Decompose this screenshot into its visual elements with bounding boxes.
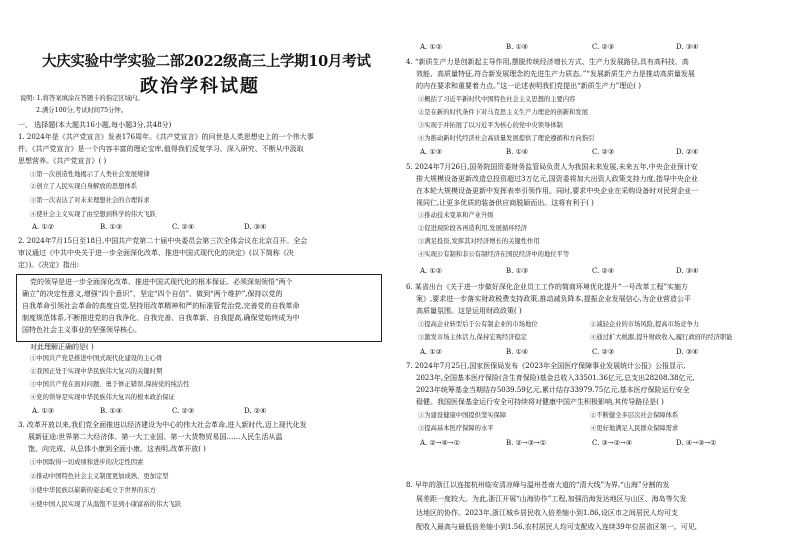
q2-choice-b: B. ①④ (100, 407, 123, 415)
q6-choice-c: C. ②③ (592, 348, 615, 356)
q3-choice-c: C. ②③ (592, 43, 615, 51)
q2-option: ③中国共产党在面对问题、勇于修正错误,保持党的纯洁性 (30, 381, 190, 388)
q8-line: 配收入最高与最低倍差缩小到1.56,农村居民人均可支配收入连续39年位居省区第一。可见, (416, 523, 697, 531)
q4-choice-a: A. ①③ (420, 148, 443, 156)
q6-choice-b: B. ①④ (506, 348, 529, 356)
q1-choice-d: D. ③④ (244, 223, 267, 231)
q7-choice-b: B. ②→③→① (506, 439, 547, 447)
q2-choice-d: D. ②④ (244, 407, 267, 415)
q4-line: 的内在要求和重要着力点。”这一论述表明我们党提出“新质生产力”理论( ) (416, 82, 641, 90)
q4-option: ④为推动新时代经济社会高质量发展提供了理论遵循和方向指引 (418, 135, 595, 142)
q4-option: ②是在新的时代条件下对马克思主义生产力理论的创新和发展 (418, 109, 589, 116)
q2-choice-c: C. ②③ (172, 407, 195, 415)
q5-line: 视同仁,让更多优质的装备供应商脱颖而出。这将有利于( ) (416, 199, 594, 207)
q2-line: 审议通过《中共中央关于进一步全面深化改革、推进中国式现代化的决定》(以下简称《决 (18, 249, 294, 257)
instructions-label: 说明: (20, 95, 35, 102)
q7-option: ①为建设健康中国提供坚实保障 (418, 412, 507, 419)
q1-option: ④使社会主义实现了由空想到科学的伟大飞跃 (30, 211, 156, 218)
q1-choice-c: C. ②④ (172, 223, 195, 231)
school-title: 大庆实验中学实验二部2022级高三上学期10月考试 (42, 53, 371, 70)
quote-line: 制度规范体系,不断推进党的自我净化、自我完善、自我革新、自我提高,确保党始终成为中 (22, 314, 300, 322)
q1-line: 件。《共产党宣言》是一个内容丰富的理论宝库,值得我们反复学习、深入研究、不断从中汲取 (18, 145, 304, 153)
quote-line: 自我革命引领社会革命的高度自觉,坚持用改革精神和严的标准管党治党,完善党的自我革命 (22, 302, 300, 310)
q2-choice-a: A. ①③ (32, 407, 55, 415)
q2-option: ①中国共产党是推进中国式现代化建设的主心骨 (30, 355, 163, 362)
q5-choice-a: A. ①② (420, 267, 443, 275)
q3-line: 饱、向完成、从总体小康到全面小康。这表明,改革开放( ) (28, 445, 206, 453)
q7-option: ②不断健全多层次社会保障体系 (590, 412, 679, 419)
q7-option: ④更好地满足人民群众保障需求 (590, 425, 679, 432)
q7-choice-a: A. ②→④→① (420, 439, 461, 447)
instructions (20, 94, 144, 104)
q6-option: ③激发市场主体活力,保持宏观经济稳定 (418, 334, 528, 341)
q5-option: ②促进现阶段各再造利用,发展循环经济 (418, 225, 528, 232)
q3-choice-a: A. ①② (420, 43, 443, 51)
q7-choice-d: D. ④→③→① (676, 439, 717, 447)
q4-line: 效能、高质量特征,符合新发展理念的先进生产力质态。”“发展新质生产力是推动高质量发展 (416, 70, 695, 78)
q5-choice-b: B. ①③ (506, 267, 529, 275)
q5-choice-c: C. ②④ (592, 267, 615, 275)
q3-option: ④使中国人民实现了从温饱不足到小康富裕的伟大飞跃 (30, 501, 182, 508)
q1-option: ③第一次表达了对未来理想社会的合理诉求 (30, 197, 150, 204)
q6-line: 高质量氛围。这是运用财政政策( ) (416, 307, 522, 315)
q6-choice-a: A. ①② (420, 348, 443, 356)
q1-line: 1. 2024年是《共产党宣言》发表176周年。《共产党宣言》的问世是人类思想史上的一个伟大事 (18, 133, 314, 141)
q7-line: 2023年统筹基金当期结存5039.59亿元,累计结存33979.75亿元,基本医疗保险运行安全 (416, 386, 690, 394)
q3-choice-d: D. ③④ (676, 43, 699, 51)
q5-option: ④实现公有制和非公有制经济在国民经济中的地位平等 (418, 251, 570, 258)
quote-line: 确立”的决定性意义,增强“四个意识”、坚定“四个自信”、做到“两个维护”,保持以党的 (22, 290, 283, 298)
q4-choice-b: B. ①④ (506, 148, 529, 156)
q1-line: 思想营养。《共产党宣言》( ) (18, 157, 107, 165)
q5-line: 在本轮大规模设备更新中发挥表率引领作用。同时,要求中央企业在采购设备时对民营企业一 (416, 187, 699, 195)
q7-line: 7. 2024年7月25日,国家医保局发布《2023年全国医疗保障事业发展统计公报》公报显示, (406, 362, 686, 370)
q5-line: 5. 2024年7月26日,国务院国资委财务监管局负责人为我国未来发展,未来五年,中央企业预计安 (406, 163, 698, 171)
q8-line: 展差距一度较大。为此,浙江开展“山海协作”工程,加强沿海发达地区与山区、海岛等欠发 (416, 495, 687, 503)
q6-line: 案》,要求进一步落实财政税费支持政策,推动减负降本,提振企业发展信心,为企业营造公平 (416, 295, 691, 303)
q2-option: ④党的领导是实现中华民族伟大复兴的根本政治保证 (30, 394, 175, 401)
section-one-heading: 一、 选择题(本大题共16小题,每小题3分,共48分) (18, 121, 172, 129)
q4-choice-d: D. ②④ (676, 148, 699, 156)
q5-option: ①推动技术变革和产业升级 (418, 212, 494, 219)
q6-option: ②减轻企业的市场风险,提高市场竞争力 (590, 321, 700, 328)
subject-title: 政治学科试题 (140, 76, 260, 97)
q2-stem: 对此理解正确的是( ) (30, 343, 94, 351)
q8-line: 8. 早年的浙江以连接杭州临安清凉峰与温州苍南大道的“清大线”为界,“山海”分割的发 (406, 481, 670, 489)
q4-line: 4. “新质生产力是创新起主导作用,摆脱传统经济增长方式、生产力发展路径,具有高科技、高 (406, 58, 689, 66)
quote-line: 国特色社会主义事业的坚强领导核心。 (22, 326, 141, 334)
q6-choice-d: D. ③④ (676, 348, 699, 356)
q3-line: 3. 改革开放以来,我们党全面推进以经济建设为中心的伟大社会革命,进入新时代,迈上现代化发 (18, 421, 307, 429)
q4-choice-c: C. ②③ (592, 148, 615, 156)
q4-option: ③实现于并拓展了以习近平为核心的党中央领导体制 (418, 122, 563, 129)
q8-line: 达地区的协作。2023年,浙江城乡居民收入倍差缩小到1.86,设区市之间居民人均可支 (416, 509, 678, 517)
q1-option: ①第一次创造性地揭示了人类社会发展规律 (30, 171, 150, 178)
q7-line: 2023年,全国基本医疗保险(含生育保险)基金总收入33501.36亿元,总支出28208.38亿元, (416, 374, 695, 382)
q7-line: 稳健。我国医保基金运行安全可持续将对健康中国产生积极影响,其传导路径是( ) (416, 398, 664, 406)
q3-option: ②推动中国特色社会主义制度更加成熟、更加定型 (30, 473, 169, 480)
q3-option: ①中国取得一切成绩和进步的决定性因素 (30, 459, 144, 466)
instructions-line2: 2.满分100分,考试时间75分钟。 (36, 107, 128, 114)
q7-option: ③提高基本医疗保障的水平 (418, 425, 494, 432)
q1-choice-a: A. ①② (32, 223, 55, 231)
q6-line: 6. 某省出台《关于进一步做好深化企业员工工作的简商环境优化提升“一号改革工程”实施方 (406, 283, 689, 291)
q6-option: ①提高企业转型后于公有制企业的市场地位 (418, 321, 538, 328)
q2-line: 定》)。《决定》指出: (18, 261, 80, 269)
q1-choice-b: B. ①③ (100, 223, 123, 231)
q1-option: ②创立了人民实现自身解放的思想体系 (30, 183, 138, 190)
instructions-line1: 1.将答案填涂在答题卡的指定区域内。 (36, 95, 144, 102)
q6-option: ④通过扩大税源,提升财政收入,履行政府的经济职能 (590, 334, 733, 341)
q2-option: ②我国正处于实现中华民族伟大复兴的关键时期 (30, 368, 163, 375)
q5-line: 排大规模设备更新改造总投资超过3万亿元,国资委将加大出资人政策支持力度,指导中央企业 (416, 175, 698, 183)
q2-line: 2. 2024年7月15日至18日,中国共产党第二十届中央委员会第三次全体会议在北京召开。全会 (18, 237, 308, 245)
q5-option: ③满足投资,发挥其对经济增长的关键性作用 (418, 238, 540, 245)
quote-line: 党的领导是进一步全面深化改革、推进中国式现代化的根本保证。必须深刻领悟“两个 (30, 278, 293, 286)
q5-choice-d: D. ③④ (676, 267, 699, 275)
q4-option: ①概括了习近平新时代中国特色社会主义思想的主要内容 (418, 96, 576, 103)
q3-option: ③使中华民族以崭新的姿态屹立于世界的东方 (30, 487, 156, 494)
q3-line: 展新征途:世界第二大经济体、第一大工业国、第一大货物贸易国……人民生活从温 (28, 433, 283, 441)
q7-choice-c: C. ③→②→④ (592, 439, 633, 447)
q3-choice-b: B. ①④ (506, 43, 529, 51)
